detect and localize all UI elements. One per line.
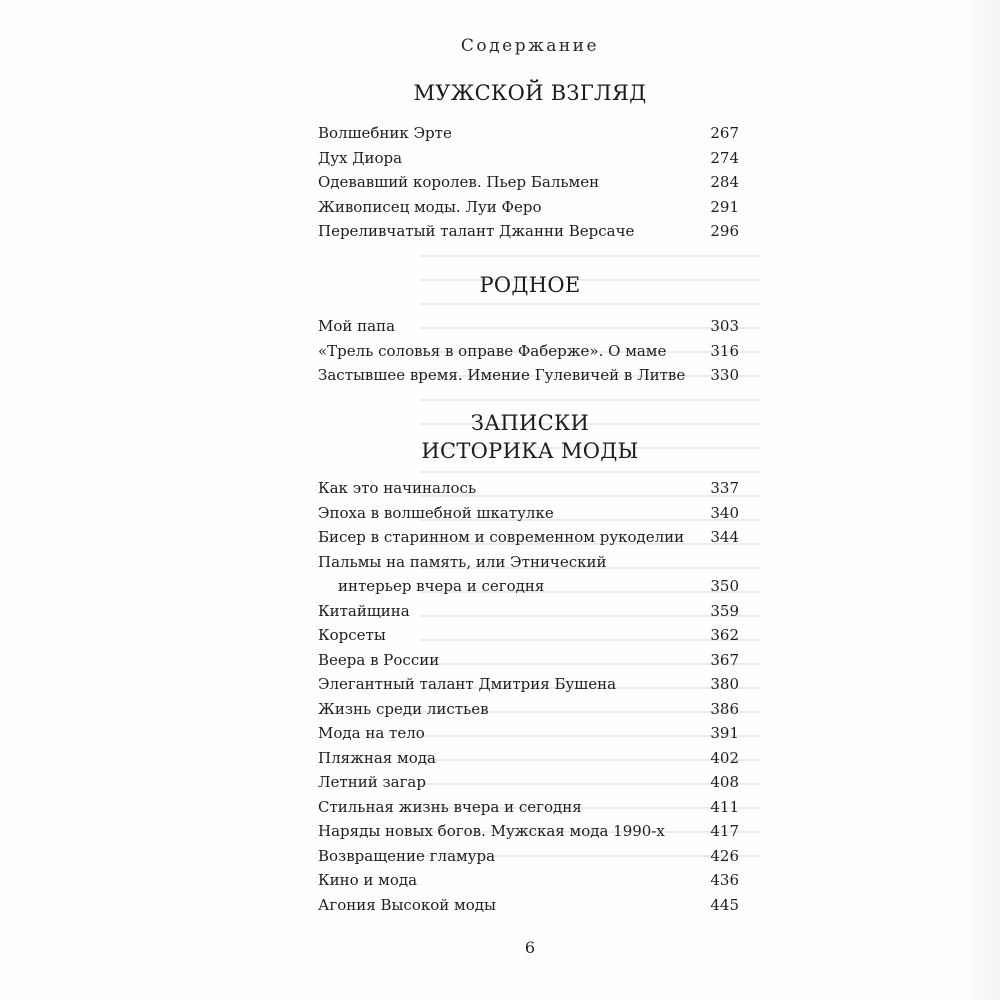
toc-entry-title: Эпоха в волшебной шкатулке: [318, 503, 554, 522]
toc-entry-title: Дух Диора: [318, 148, 403, 167]
toc-entry[interactable]: [318, 550, 739, 599]
toc-entry-title: Веера в России: [318, 650, 440, 669]
toc-entry-title: Кино и мода: [318, 871, 418, 889]
toc-entry-page: 291: [710, 197, 739, 216]
toc-entry[interactable]: [318, 844, 739, 869]
toc-list-native: [318, 314, 739, 388]
toc-entry-title: Летний загар: [318, 773, 426, 791]
toc-entry-page: 284: [710, 173, 739, 191]
toc-entry[interactable]: [318, 170, 739, 195]
toc-entry-page: 340: [710, 503, 739, 522]
toc-entry[interactable]: [318, 219, 739, 244]
toc-entry[interactable]: [318, 623, 739, 648]
toc-entry-title: Переливчатый талант Джанни Версаче: [318, 222, 635, 240]
toc-entry[interactable]: [318, 746, 739, 771]
running-head: Содержание: [460, 36, 600, 56]
toc-entry-title: Жизнь среди листьев: [318, 699, 489, 718]
toc-entry-title: Волшебник Эрте: [318, 124, 452, 142]
toc-entry-page: 362: [710, 626, 739, 644]
toc-entry-title: Возвращение гламура: [318, 846, 496, 865]
page-number: 6: [524, 938, 536, 957]
toc-entry-title: Пляжная мода: [318, 748, 436, 767]
toc-entry[interactable]: [318, 795, 739, 820]
toc-entry[interactable]: [318, 672, 739, 697]
toc-entry[interactable]: [318, 339, 739, 364]
section-title-male-view: МУЖСКОЙ ВЗГЛЯД: [413, 81, 647, 105]
toc-entry-title-line: Пальмы на память, или Этнический: [318, 552, 607, 571]
toc-entry-title: Застывшее время. Имение Гулевичей в Литве: [318, 366, 686, 384]
toc-entry-page: 380: [710, 675, 739, 693]
toc-entry-title: Стильная жизнь вчера и сегодня: [318, 797, 582, 816]
toc-entry-page: 408: [710, 773, 739, 791]
toc-entry[interactable]: [318, 893, 739, 918]
toc-entry[interactable]: [318, 363, 739, 388]
toc-entry-title: Корсеты: [318, 626, 386, 644]
toc-entry-page: 391: [710, 724, 739, 742]
toc-entry[interactable]: [318, 648, 739, 673]
toc-entry-page: 296: [710, 222, 739, 240]
toc-entry[interactable]: [318, 770, 739, 795]
toc-entry-page: 316: [710, 341, 739, 360]
toc-entry-title: Мой папа: [318, 317, 396, 335]
toc-entry[interactable]: [318, 314, 739, 339]
toc-entry-page: 350: [710, 577, 739, 595]
toc-entry-page: 417: [710, 822, 739, 840]
toc-entry-title: Одевавший королев. Пьер Бальмен: [318, 173, 600, 191]
toc-entry-page: 267: [710, 124, 739, 142]
toc-entry-page: 359: [710, 601, 739, 620]
section-title-line: ЗАПИСКИ: [470, 411, 590, 435]
toc-entry-title: Элегантный талант Дмитрия Бушена: [318, 675, 617, 693]
toc-entry-page: 411: [710, 797, 739, 816]
toc-entry[interactable]: [318, 121, 739, 146]
section-title-native: РОДНОЕ: [479, 273, 581, 297]
toc-entry-title: Бисер в старинном и современном рукоделии: [318, 528, 685, 546]
toc-entry-title: Мода на тело: [318, 724, 425, 742]
toc-entry[interactable]: [318, 195, 739, 220]
toc-entry-page: 426: [710, 846, 739, 865]
toc-entry[interactable]: [318, 868, 739, 893]
toc-entry-page: 337: [710, 479, 739, 497]
toc-entry-page: 386: [710, 699, 739, 718]
section-title-line: ИСТОРИКА МОДЫ: [421, 439, 639, 463]
section-title-notes: [0, 409, 1000, 465]
toc-entry-page: 445: [710, 895, 739, 914]
toc-entry-page: 367: [710, 650, 739, 669]
toc-entry-title: Живописец моды. Луи Феро: [318, 197, 542, 216]
toc-entry-title-continuation: интерьер вчера и сегодня: [338, 577, 545, 595]
toc-list-male-view: [318, 121, 739, 244]
toc-entry[interactable]: [318, 599, 739, 624]
toc-entry[interactable]: [318, 525, 739, 550]
toc-entry-title: Агония Высокой моды: [318, 895, 496, 914]
toc-entry-title: Как это начиналось: [318, 479, 477, 497]
toc-entry[interactable]: [318, 146, 739, 171]
toc-entry-page: 402: [710, 748, 739, 767]
toc-entry-page: 330: [710, 366, 739, 384]
toc-entry-title: «Трель соловья в оправе Фаберже». О маме: [318, 341, 667, 360]
toc-entry[interactable]: [318, 721, 739, 746]
toc-entry-page: 436: [710, 871, 739, 889]
toc-entry-title: Наряды новых богов. Мужская мода 1990-х: [318, 822, 665, 840]
toc-entry-page: 303: [710, 317, 739, 335]
toc-entry[interactable]: [318, 501, 739, 526]
toc-entry[interactable]: [318, 476, 739, 501]
toc-entry[interactable]: [318, 819, 739, 844]
toc-entry[interactable]: [318, 697, 739, 722]
toc-list-notes: [318, 476, 739, 917]
toc-entry-page: 344: [710, 528, 739, 546]
toc-entry-title: Китайщина: [318, 601, 410, 620]
toc-entry-title: [318, 550, 739, 599]
page-edge: [960, 0, 1000, 1000]
toc-entry-page: 274: [710, 148, 739, 167]
